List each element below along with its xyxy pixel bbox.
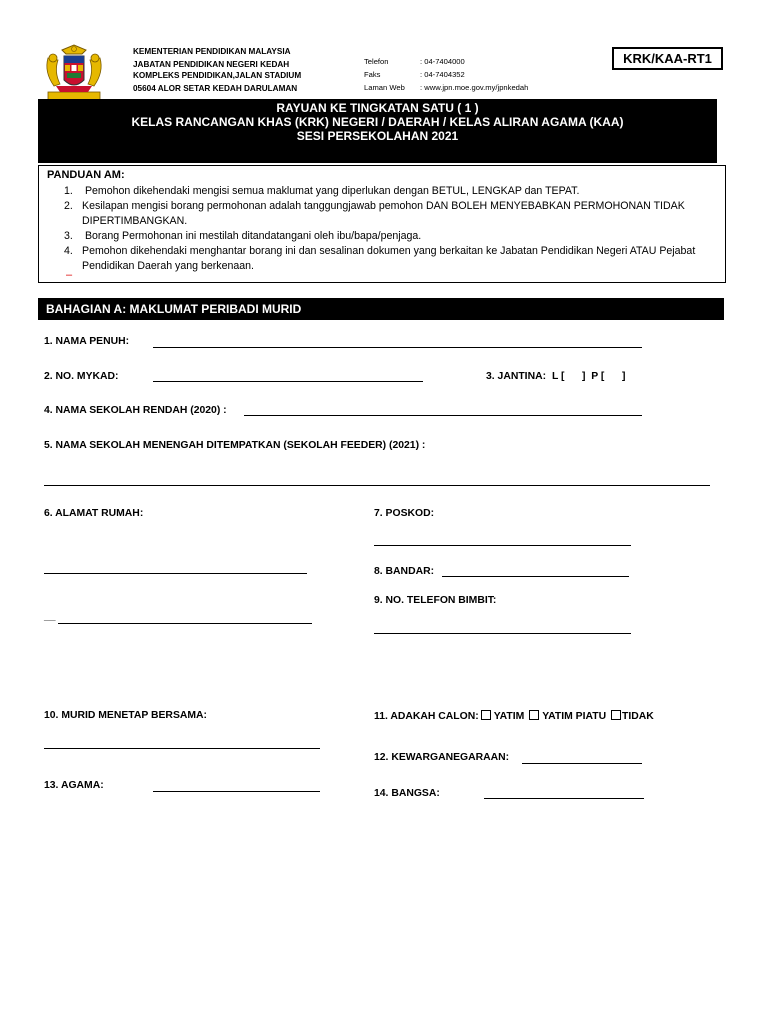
department-name: JABATAN PENDIDIKAN NEGERI KEDAH bbox=[133, 60, 290, 69]
postcode-field[interactable] bbox=[374, 545, 631, 546]
orphan-status-row bbox=[374, 710, 654, 722]
full-name-field[interactable] bbox=[153, 347, 642, 348]
town-label: 8. BANDAR: bbox=[374, 566, 435, 577]
section-a-heading: BAHAGIAN A: MAKLUMAT PERIBADI MURID bbox=[38, 298, 724, 320]
full-name-label: 1. NAMA PENUH: bbox=[44, 336, 130, 347]
town-field[interactable] bbox=[442, 576, 629, 577]
phone-value: : 04-7404000 bbox=[420, 57, 465, 66]
mykad-field[interactable] bbox=[153, 381, 423, 382]
citizenship-label: 12. KEWARGANEGARAAN: bbox=[374, 752, 510, 763]
yatim-piatu-checkbox[interactable] bbox=[529, 710, 539, 720]
guidelines-heading: PANDUAN AM: bbox=[47, 169, 125, 181]
secondary-school-field[interactable] bbox=[44, 485, 710, 486]
red-dash-mark: – bbox=[66, 269, 73, 281]
phone-label: Telefon bbox=[364, 57, 389, 66]
guideline-item: 4. Pemohon dikehendaki menghantar borang ini dan sesalinan dokumen yang berkaitan ke Jabatan Pendidikan Negeri ATAU Pejabat Pendidikan Daerah yang berkenaan. bbox=[64, 245, 696, 272]
religion-field[interactable] bbox=[153, 791, 320, 792]
postcode-label: 7. POSKOD: bbox=[374, 508, 435, 519]
mobile-phone-field[interactable] bbox=[374, 633, 631, 634]
tidak-checkbox[interactable] bbox=[611, 710, 621, 720]
gender-p-option[interactable]: ] P [ bbox=[582, 371, 605, 382]
guideline-item: 1. Pemohon dikehendaki mengisi semua maklumat yang diperlukan dengan BETUL, LENGKAP dan TEPAT. bbox=[64, 185, 580, 197]
title-banner bbox=[38, 99, 717, 163]
tidak-option: TIDAK bbox=[621, 711, 654, 722]
fax-value: : 04-7404352 bbox=[420, 70, 465, 79]
title-line-2: KELAS RANCANGAN KHAS (KRK) NEGERI / DAERAH / KELAS ALIRAN AGAMA (KAA) bbox=[131, 115, 624, 129]
mykad-label: 2. NO. MYKAD: bbox=[44, 371, 119, 382]
gender-close-bracket: ] bbox=[622, 371, 626, 382]
religion-label: 13. AGAMA: bbox=[44, 780, 104, 791]
gender-l-option[interactable]: L [ bbox=[552, 371, 565, 382]
yatim-option: YATIM bbox=[493, 711, 525, 722]
mobile-phone-label: 9. NO. TELEFON BIMBIT: bbox=[374, 595, 497, 606]
secondary-school-label: 5. NAMA SEKOLAH MENENGAH DITEMPATKAN (SEKOLAH FEEDER) (2021) : bbox=[44, 440, 426, 451]
form-code-box: KRK/KAA-RT1 bbox=[612, 47, 723, 70]
citizenship-field[interactable] bbox=[522, 763, 642, 764]
fax-label: Faks bbox=[364, 70, 381, 79]
home-address-line-2[interactable] bbox=[58, 623, 312, 624]
ministry-address-block bbox=[133, 45, 301, 95]
ministry-name: KEMENTERIAN PENDIDIKAN MALAYSIA bbox=[133, 47, 291, 56]
race-field[interactable] bbox=[484, 798, 644, 799]
short-dash: __ bbox=[44, 611, 56, 622]
web-value: : www.jpn.moe.gov.my/jpnkedah bbox=[420, 83, 529, 92]
orphan-status-label: 11. ADAKAH CALON: bbox=[374, 711, 479, 722]
primary-school-label: 4. NAMA SEKOLAH RENDAH (2020) : bbox=[44, 405, 227, 416]
home-address-label: 6. ALAMAT RUMAH: bbox=[44, 508, 144, 519]
title-line-1: RAYUAN KE TINGKATAN SATU ( 1 ) bbox=[276, 101, 479, 115]
coat-of-arms-logo bbox=[42, 44, 106, 106]
guideline-item: 3. Borang Permohonan ini mestilah ditandatangani oleh ibu/bapa/penjaga. bbox=[64, 230, 422, 242]
yatim-checkbox[interactable] bbox=[481, 710, 491, 720]
race-label: 14. BANGSA: bbox=[374, 788, 440, 799]
guideline-item: 2. Kesilapan mengisi borang permohonan adalah tanggungjawab pemohon DAN BOLEH MENYEBABKAN PERMOHONAN TIDAK DIPERTIMBANGKAN. bbox=[64, 200, 685, 227]
address-line-2: 05604 ALOR SETAR KEDAH DARULAMAN bbox=[133, 84, 298, 93]
lives-with-field[interactable] bbox=[44, 748, 320, 749]
gender-label: 3. JANTINA: bbox=[486, 371, 547, 382]
contact-block bbox=[364, 55, 528, 94]
lives-with-label: 10. MURID MENETAP BERSAMA: bbox=[44, 710, 207, 721]
address-line-1: KOMPLEKS PENDIDIKAN,JALAN STADIUM bbox=[133, 71, 302, 80]
yatim-piatu-option: YATIM PIATU bbox=[542, 711, 607, 722]
primary-school-field[interactable] bbox=[244, 415, 642, 416]
home-address-line-1[interactable] bbox=[44, 573, 307, 574]
web-label: Laman Web bbox=[364, 83, 405, 92]
guidelines-list bbox=[64, 184, 714, 274]
title-line-3: SESI PERSEKOLAHAN 2021 bbox=[296, 129, 459, 143]
